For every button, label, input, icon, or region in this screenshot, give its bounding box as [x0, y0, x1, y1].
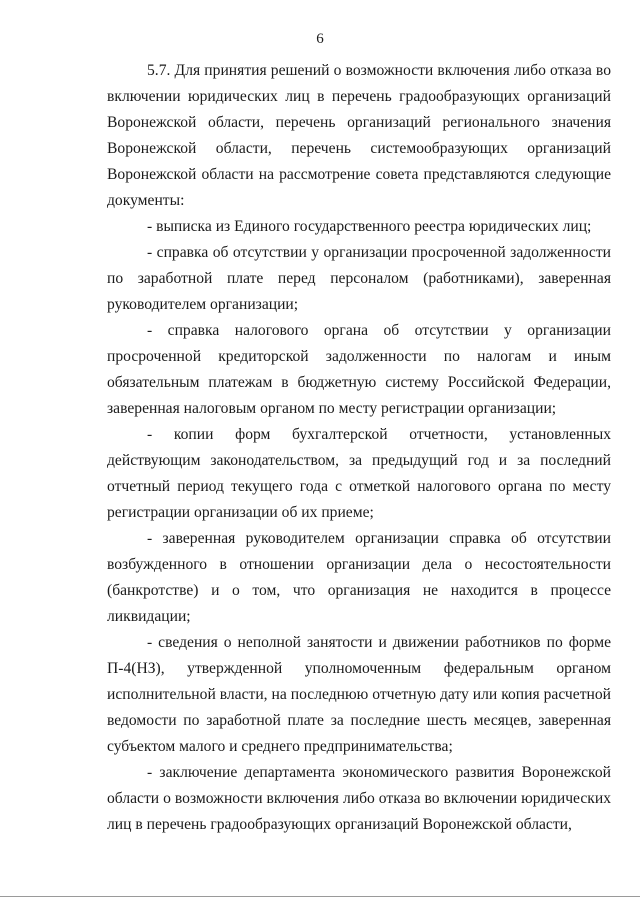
list-item-accounting-reports: - копии форм бухгалтерской отчетности, установленных действующим законодательством, за предыдущий год и за последний отчетный период текущего года с отметкой налогового органа по месту регистрации организации об их приеме;	[107, 426, 611, 521]
list-item-tax-certificate: - справка налогового органа об отсутствии у организации просроченной кредиторской задолженности по налогам и иным обязательным платежам в бюджетную систему Российской Федерации, заверенная налоговым органом по месту регистрации организации;	[107, 322, 611, 417]
page-number: 6	[316, 31, 324, 47]
paragraph-section-5-7: 5.7. Для принятия решений о возможности включения либо отказа во включении юридических лиц в перечень градообразующих организаций Воронежской области, перечень организаций регионального значения Воронежской области, перечень системообразующих организаций Воронежской области на рассмотрение совета представляются следующие документы:	[107, 62, 611, 209]
document-body	[107, 58, 611, 838]
list-item-bankruptcy-certificate: - заверенная руководителем организации справка об отсутствии возбужденного в отношении организации дела о несостоятельности (банкротстве) и о том, что организация не находится в процессе ликвидации;	[107, 530, 611, 625]
list-item-egrul-extract: - выписка из Единого государственного реестра юридических лиц;	[147, 218, 592, 235]
page-bottom-edge	[0, 896, 640, 897]
list-item-department-conclusion: - заключение департамента экономического развития Воронежской области о возможности включения либо отказа во включении юридических лиц в перечень градообразующих организаций Воронежской области,	[107, 764, 611, 833]
list-item-salary-debt-certificate: - справка об отсутствии у организации просроченной задолженности по заработной плате перед персоналом (работниками), заверенная руководителем организации;	[107, 244, 611, 313]
list-item-employment-info: - сведения о неполной занятости и движении работников по форме П-4(НЗ), утвержденной уполномоченным федеральным органом исполнительной власти, на последнюю отчетную дату или копия расчетной ведомости по заработной плате за последние шесть месяцев, заверенная субъектом малого и среднего предпринимательства;	[107, 634, 611, 755]
